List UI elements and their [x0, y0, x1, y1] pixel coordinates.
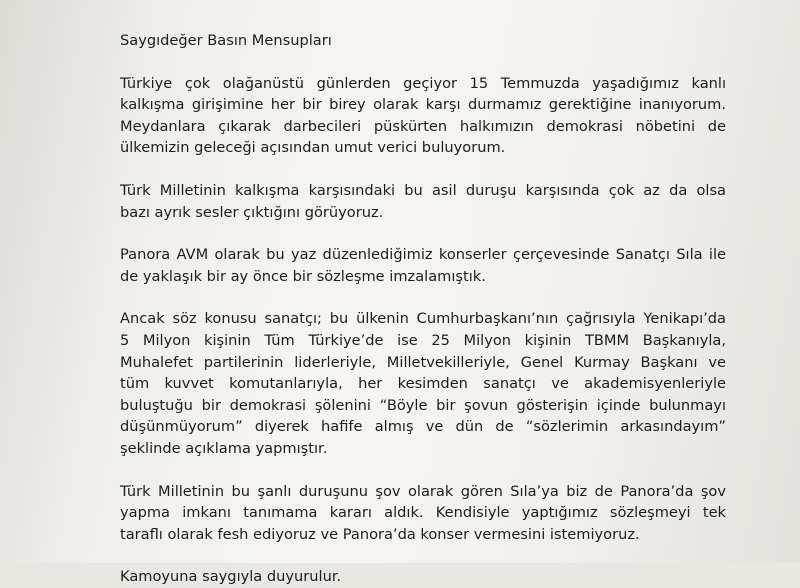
- closing-line: Kamoyuna saygıyla duyurulur.: [120, 568, 342, 586]
- paragraph-1: [120, 73, 726, 159]
- paragraph-line: Muhalefet partilerinin liderleriyle, Milletvekilleriyle, Genel Kurmay Başkanı ve: [120, 353, 726, 371]
- paragraph-3: [120, 244, 726, 287]
- paragraph-line: Türk Milletinin kalkışma karşısındaki bu asil duruşu karşısında çok az da olsa: [120, 181, 726, 199]
- paragraph-line: bazı ayrık sesler çıktığını görüyoruz.: [120, 203, 384, 221]
- paragraph-line: yapma imkanı tanımama kararı aldık. Kendisiyle yaptığımız sözleşmeyi tek: [120, 504, 726, 522]
- paragraph-2: [120, 180, 726, 223]
- paragraph-line: de yaklaşık bir ay önce bir sözleşme imzalamıştık.: [120, 267, 486, 285]
- paragraph-line: şeklinde açıklama yapmıştır.: [120, 439, 328, 457]
- paragraph-line: Meydanlara çıkarak darbecileri püskürten halkımızın demokrasi nöbetini de: [120, 117, 726, 135]
- paragraph-5: [120, 481, 726, 546]
- paragraph-line: Türk Milletinin bu şanlı duruşunu şov olarak gören Sıla’ya biz de Panora’da şov: [120, 482, 726, 500]
- paragraph-line: 5 Milyon kişinin Tüm Türkiye’de ise 25 Milyon kişinin TBMM Başkanıyla,: [120, 331, 726, 349]
- paragraph-line: Ancak söz konusu sanatçı; bu ülkenin Cumhurbaşkanı’nın çağrısıyla Yenikapı’da: [120, 310, 726, 328]
- paragraph-line: Panora AVM olarak bu yaz düzenlediğimiz konserler çerçevesinde Sanatçı Sıla ile: [120, 246, 726, 264]
- paragraph-line: buluştuğu bir demokrasi şölenini “Böyle bir şovun gösterişin içinde bulunmayı: [120, 396, 726, 414]
- paragraph-line: tüm kuvvet komutanlarıyla, her kesimden sanatçı ve akademisyenleriyle: [120, 375, 726, 393]
- paragraph-line: düşünmüyorum” diyerek hafife almış ve dün de “sözlerimin arkasındayım”: [120, 418, 726, 436]
- paragraph-line: Türkiye çok olağanüstü günlerden geçiyor 15 Temmuzda yaşadığımız kanlı: [120, 74, 726, 92]
- salutation: Saygıdeğer Basın Mensupları: [120, 32, 332, 49]
- paragraph-4: [120, 308, 726, 459]
- paragraph-line: taraflı olarak fesh ediyoruz ve Panora’da konser vermesini istemiyoruz.: [120, 525, 640, 543]
- paragraph-line: ülkemizin geleceği açısından umut verici buluyorum.: [120, 139, 506, 157]
- paragraph-line: kalkışma girişimine her bir birey olarak karşı durmamız gerektiğine inanıyorum.: [120, 96, 726, 114]
